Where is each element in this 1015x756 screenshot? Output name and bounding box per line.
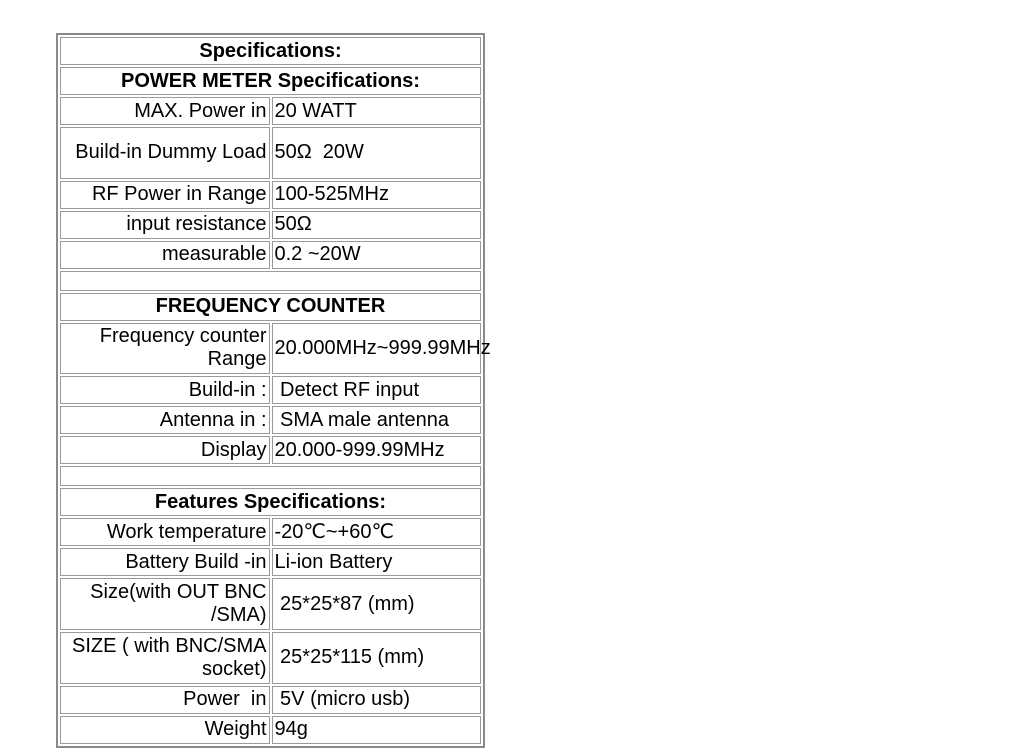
spec-value: -20℃~+60℃ xyxy=(272,518,482,546)
spec-value: SMA male antenna xyxy=(272,406,482,434)
table-title: Specifications: xyxy=(60,37,481,65)
spacer-row xyxy=(60,271,481,291)
table-row xyxy=(60,518,481,546)
spec-label: input resistance xyxy=(60,211,270,239)
spacer-cell xyxy=(60,466,481,486)
spec-value: Detect RF input xyxy=(272,376,482,404)
specifications-table xyxy=(58,35,491,746)
spec-value: 20.000MHz~999.99MHz xyxy=(272,323,482,375)
spec-label: Battery Build -in xyxy=(60,548,270,576)
spec-value: 5V (micro usb) xyxy=(272,686,482,714)
spec-label: measurable xyxy=(60,241,270,269)
section-heading-power-meter: POWER METER Specifications: xyxy=(60,67,481,95)
spec-value: 50Ω xyxy=(272,211,482,239)
spec-value: 0.2 ~20W xyxy=(272,241,482,269)
table-row xyxy=(60,716,481,744)
specifications-table-frame xyxy=(56,33,491,748)
spec-value: 25*25*87 (mm) xyxy=(272,578,482,630)
table-row xyxy=(60,436,481,464)
spec-label: Work temperature xyxy=(60,518,270,546)
table-row xyxy=(60,406,481,434)
spec-value: 50Ω 20W xyxy=(272,127,482,179)
spec-value: 25*25*115 (mm) xyxy=(272,632,482,684)
spec-label: RF Power in Range xyxy=(60,181,270,209)
spec-value: 100-525MHz xyxy=(272,181,482,209)
table-row xyxy=(60,127,481,179)
table-row xyxy=(60,632,481,684)
spec-value: Li-ion Battery xyxy=(272,548,482,576)
spec-label: Antenna in : xyxy=(60,406,270,434)
section-heading-features: Features Specifications: xyxy=(60,488,481,516)
spec-label: Weight xyxy=(60,716,270,744)
spec-label: Power in xyxy=(60,686,270,714)
spec-label: MAX. Power in xyxy=(60,97,270,125)
section-heading-frequency-counter: FREQUENCY COUNTER xyxy=(60,293,481,321)
table-row xyxy=(60,548,481,576)
spec-label: Build-in Dummy Load xyxy=(60,127,270,179)
table-row xyxy=(60,323,481,375)
spec-value: 20.000-999.99MHz xyxy=(272,436,482,464)
table-row xyxy=(60,97,481,125)
table-row xyxy=(60,181,481,209)
spec-value: 20 WATT xyxy=(272,97,482,125)
table-row xyxy=(60,578,481,630)
section-heading-row xyxy=(60,293,481,321)
section-heading-row xyxy=(60,488,481,516)
spec-label: Frequency counter Range xyxy=(60,323,270,375)
table-row xyxy=(60,376,481,404)
section-heading-row xyxy=(60,67,481,95)
spec-label: Display xyxy=(60,436,270,464)
table-row xyxy=(60,686,481,714)
spec-value: 94g xyxy=(272,716,482,744)
spec-label: SIZE ( with BNC/SMA socket) xyxy=(60,632,270,684)
table-title-row xyxy=(60,37,481,65)
spacer-cell xyxy=(60,271,481,291)
table-row xyxy=(60,241,481,269)
spec-label: Size(with OUT BNC /SMA) xyxy=(60,578,270,630)
spec-label: Build-in : xyxy=(60,376,270,404)
spacer-row xyxy=(60,466,481,486)
table-row xyxy=(60,211,481,239)
